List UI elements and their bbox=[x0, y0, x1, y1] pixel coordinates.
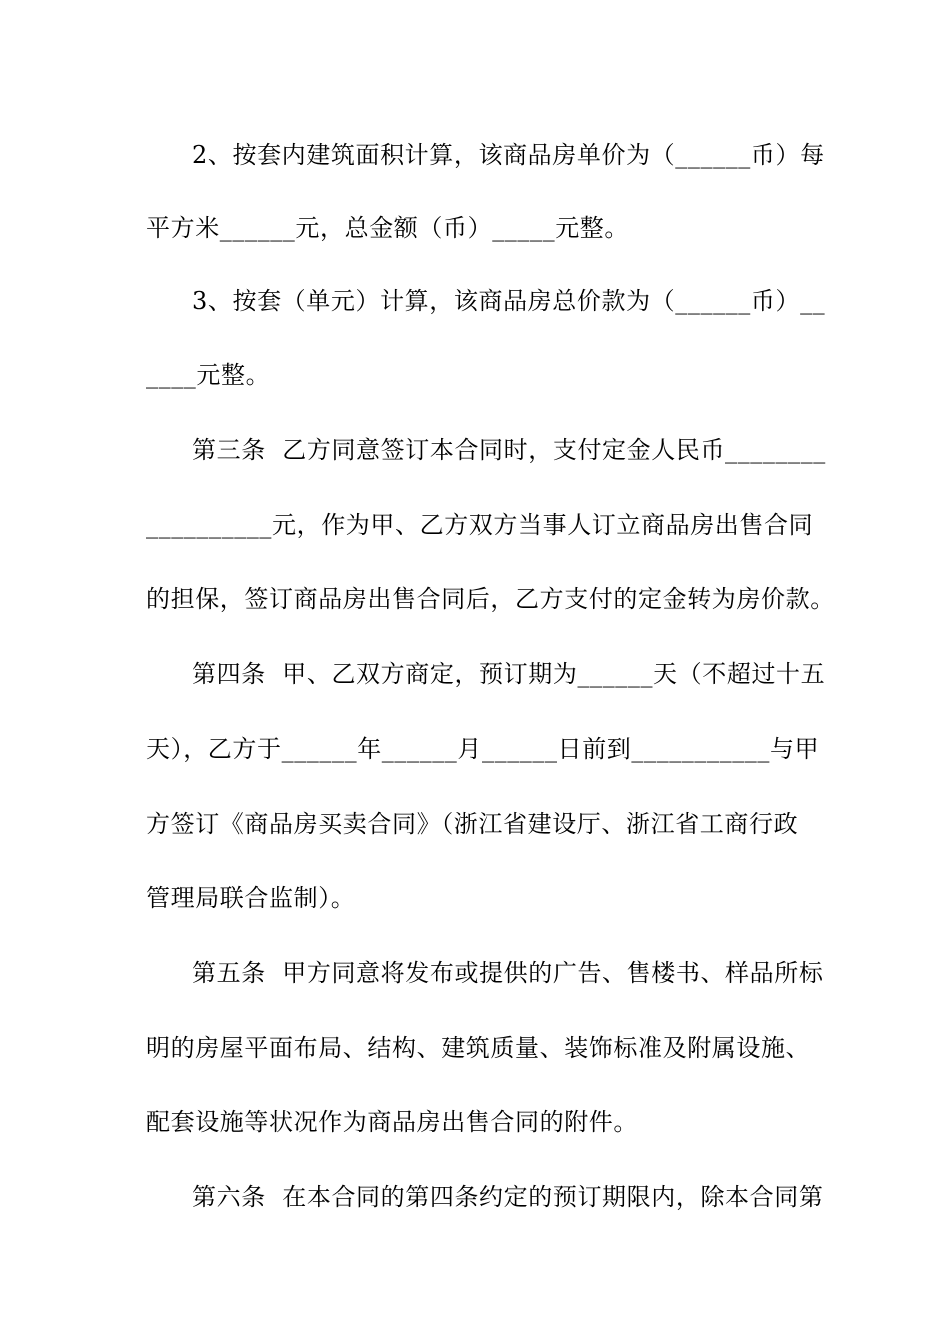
article-4-line-2: 天），乙方于______年______月______日前到___________与甲 bbox=[146, 735, 820, 763]
article-4-line-1: 第四条 甲、乙双方商定，预订期为______天（不超过十五 bbox=[192, 660, 826, 688]
clause-2-line-2: 平方米______元，总金额（币）_____元整。 bbox=[146, 214, 629, 242]
article-3-line-3: 的担保，签订商品房出售合同后，乙方支付的定金转为房价款。 bbox=[146, 585, 835, 613]
article-3-line-1: 第三条 乙方同意签订本合同时，支付定金人民币________ bbox=[192, 436, 826, 464]
clause-2-line-1: 2、按套内建筑面积计算，该商品房单价为（______币）每 bbox=[192, 141, 825, 169]
article-6-line-1: 第六条 在本合同的第四条约定的预订期限内，除本合同第 bbox=[192, 1183, 824, 1211]
article-3-line-2: __________元，作为甲、乙方双方当事人订立商品房出售合同 bbox=[146, 511, 814, 539]
article-4-line-4: 管理局联合监制）。 bbox=[146, 884, 356, 912]
clause-3-line-1: 3、按套（单元）计算，该商品房总价款为（______币）__ bbox=[192, 287, 826, 315]
article-5-line-3: 配套设施等状况作为商品房出售合同的附件。 bbox=[146, 1108, 638, 1136]
article-5-line-1: 第五条 甲方同意将发布或提供的广告、售楼书、样品所标 bbox=[192, 959, 824, 987]
clause-3-line-2: ____元整。 bbox=[146, 361, 271, 389]
article-4-line-3: 方签订《商品房买卖合同》（浙江省建设厅、浙江省工商行政 bbox=[146, 810, 799, 838]
article-5-line-2: 明的房屋平面布局、结构、建筑质量、装饰标准及附属设施、 bbox=[146, 1034, 811, 1062]
